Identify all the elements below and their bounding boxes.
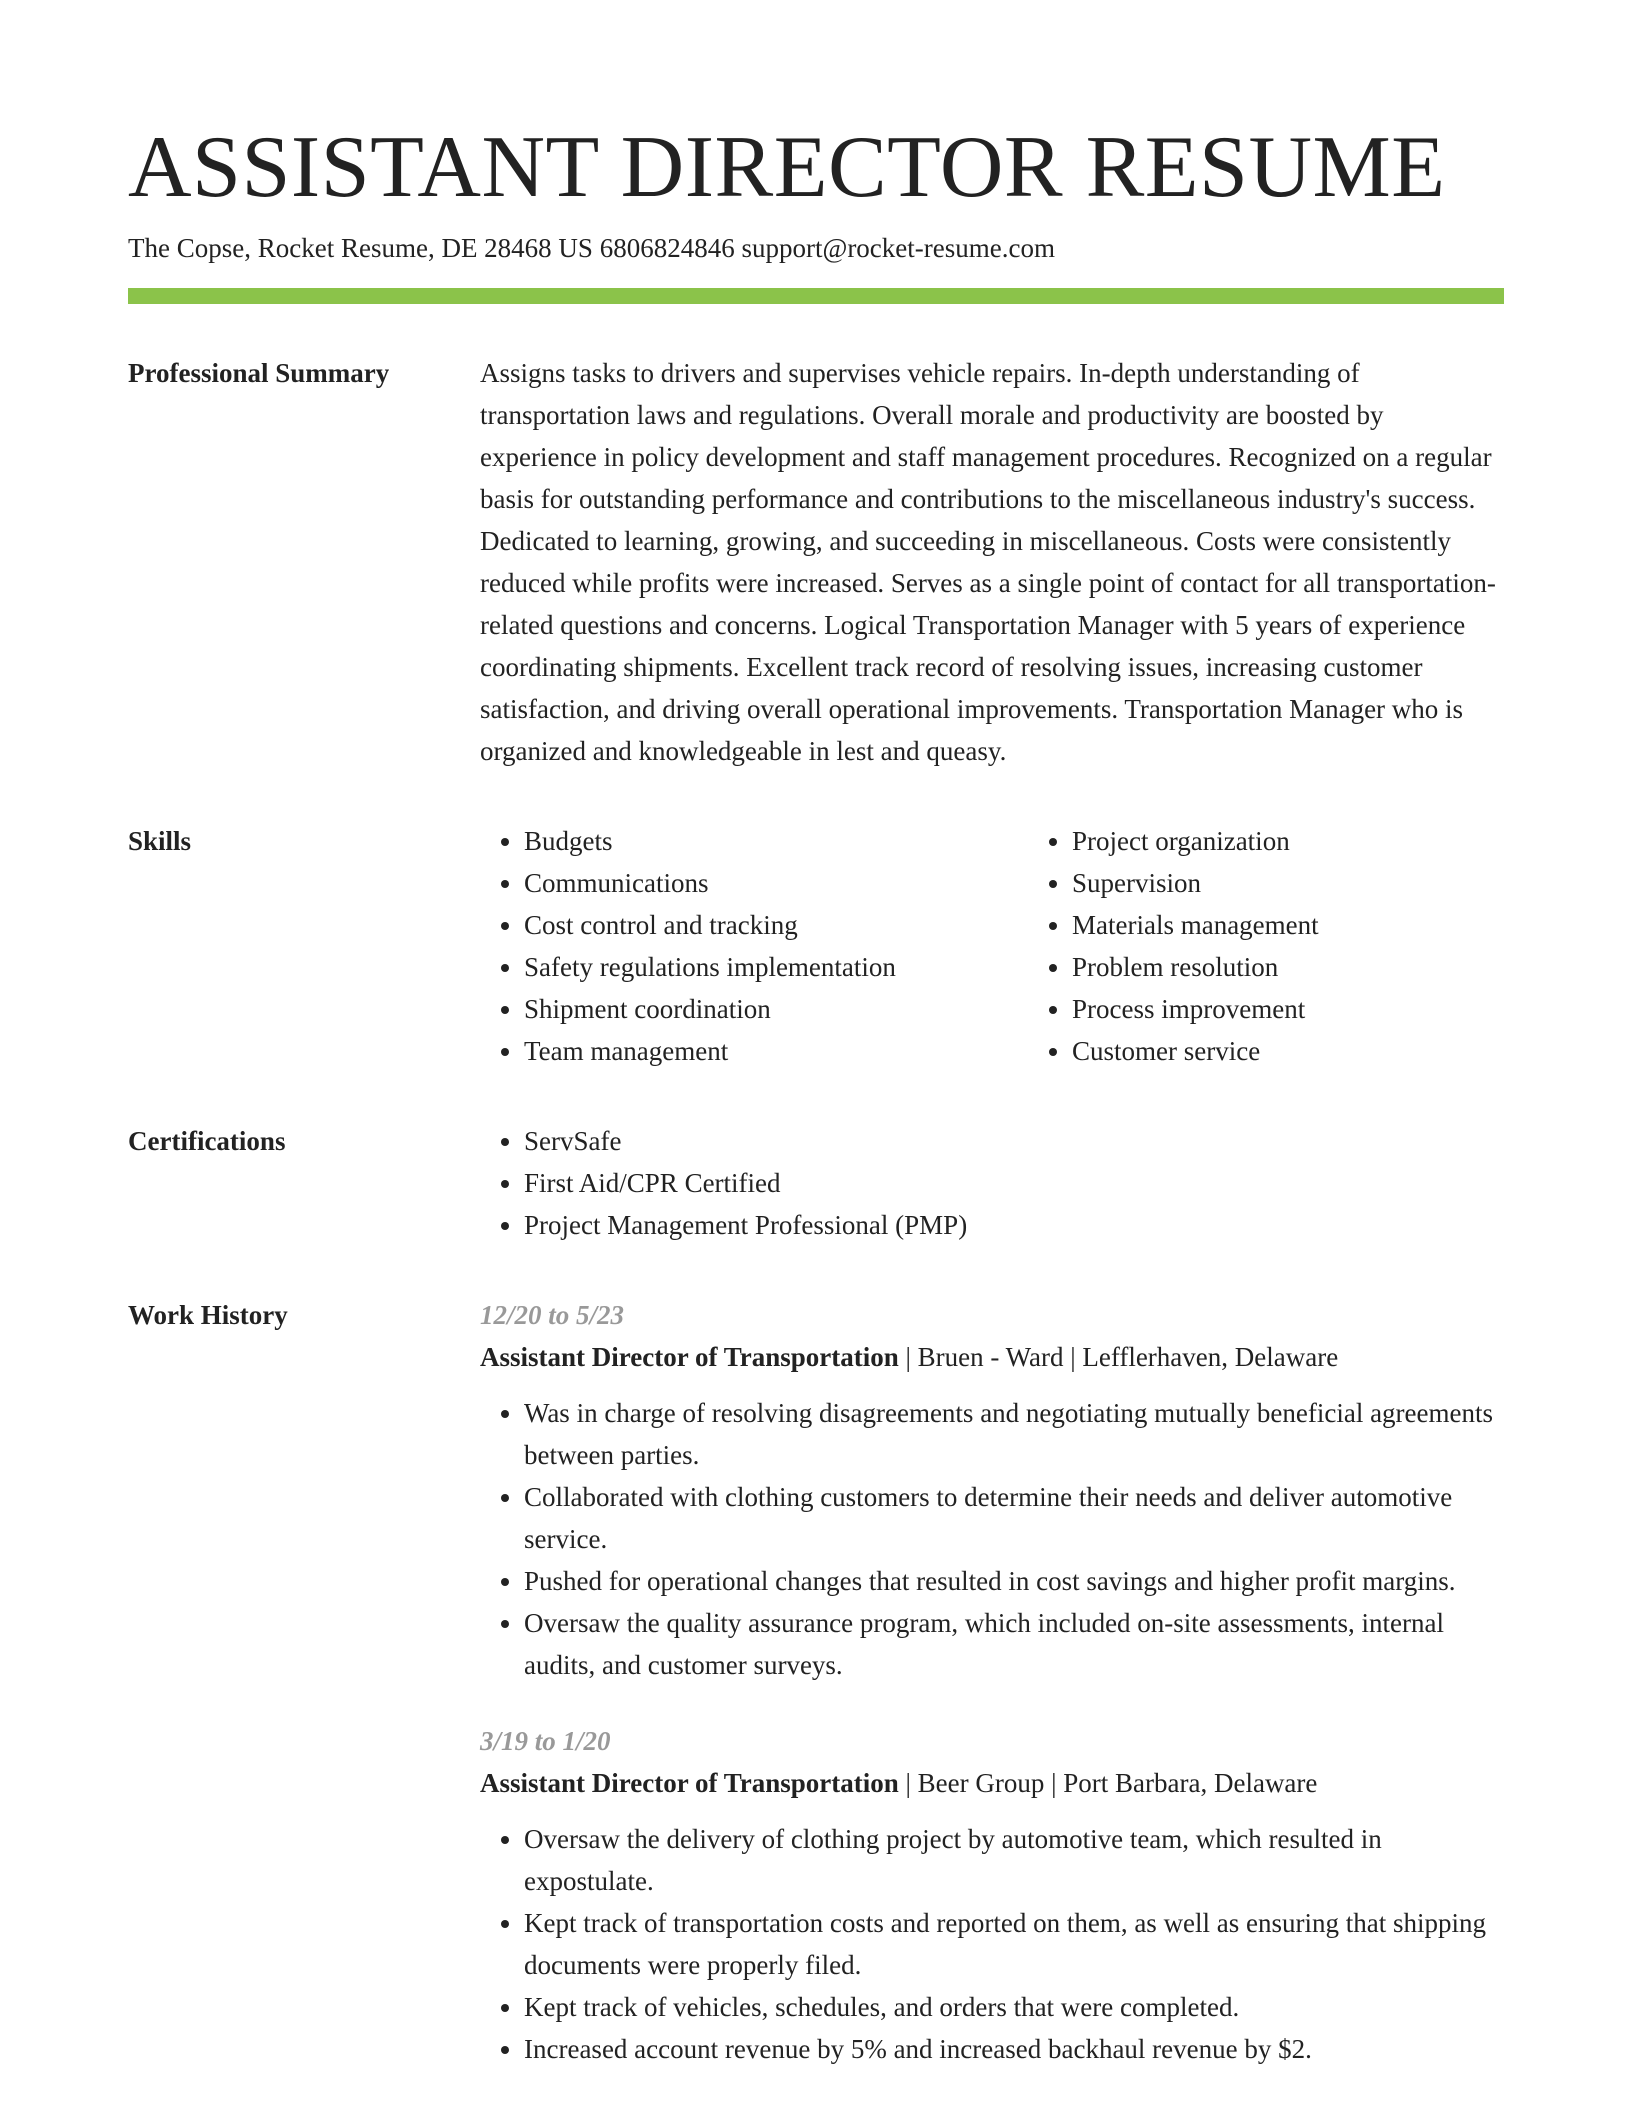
job-title: Assistant Director of Transportation	[480, 1768, 899, 1798]
skills-section	[128, 820, 1504, 1072]
contact-email: support@rocket-resume.com	[741, 233, 1055, 263]
resume-title: ASSISTANT DIRECTOR RESUME	[128, 119, 1446, 216]
skill-item: • Budgets	[524, 820, 1028, 862]
skill-item: • Shipment coordination	[524, 988, 1028, 1030]
job-duty: • Increased account revenue by 5% and increased backhaul revenue by $2.	[524, 2028, 1504, 2070]
skill-item: • Problem resolution	[1072, 946, 1504, 988]
job-heading	[480, 1762, 1504, 1804]
skills-list-left	[480, 820, 1028, 1072]
contact-phone: 6806824846	[599, 233, 735, 263]
accent-divider	[128, 288, 1504, 304]
work-history-heading: Work History	[128, 1300, 288, 1330]
job-company-location: | Beer Group | Port Barbara, Delaware	[898, 1768, 1318, 1798]
skill-item: • Process improvement	[1072, 988, 1504, 1030]
certifications-section	[128, 1120, 1504, 1246]
certification-item: • Project Management Professional (PMP)	[524, 1204, 1504, 1246]
job-duties-list	[480, 1818, 1504, 2070]
skill-item: • Materials management	[1072, 904, 1504, 946]
job-duty: • Was in charge of resolving disagreements and negotiating mutually beneficial agreements between parties.	[524, 1392, 1504, 1476]
job-duty: • Kept track of vehicles, schedules, and orders that were completed.	[524, 1986, 1504, 2028]
skill-item: • Project organization	[1072, 820, 1504, 862]
job-duty: • Pushed for operational changes that resulted in cost savings and higher profit margins.	[524, 1560, 1504, 1602]
summary-section	[128, 352, 1504, 772]
skills-list-right	[1028, 820, 1504, 1072]
certifications-heading: Certifications	[128, 1126, 286, 1156]
job-dates: 3/19 to 1/20	[480, 1726, 611, 1756]
certifications-list	[480, 1120, 1504, 1246]
job-entry	[480, 1294, 1504, 1686]
skill-item: • Team management	[524, 1030, 1028, 1072]
skill-item: • Supervision	[1072, 862, 1504, 904]
job-duty: • Oversaw the quality assurance program, which included on-site assessments, internal audits, and customer surveys.	[524, 1602, 1504, 1686]
contact-line	[128, 230, 1504, 266]
job-heading	[480, 1336, 1504, 1378]
contact-address: The Copse, Rocket Resume, DE 28468 US	[128, 233, 593, 263]
job-duty: • Collaborated with clothing customers to determine their needs and deliver automotive service.	[524, 1476, 1504, 1560]
job-duty: • Oversaw the delivery of clothing project by automotive team, which resulted in expostulate.	[524, 1818, 1504, 1902]
summary-text: Assigns tasks to drivers and supervises vehicle repairs. In-depth understanding of transportation laws and regulations. Overall morale and productivity are boosted by experience in policy development and staff management procedures. Recognized on a regular basis for outstanding performance and contributions to the miscellaneous industry's success. Dedicated to learning, growing, and succeeding in miscellaneous. Costs were consistently reduced while profits were increased. Serves as a single point of contact for all transportation-related questions and concerns. Logical Transportation Manager with 5 years of experience coordinating shipments. Excellent track record of resolving issues, increasing customer satisfaction, and driving overall operational improvements. Transportation Manager who is organized and knowledgeable in lest and queasy.	[480, 358, 1496, 766]
skill-item: • Customer service	[1072, 1030, 1504, 1072]
work-history-section	[128, 1294, 1504, 2104]
certification-item: • First Aid/CPR Certified	[524, 1162, 1504, 1204]
skill-item: • Safety regulations implementation	[524, 946, 1028, 988]
job-dates: 12/20 to 5/23	[480, 1300, 625, 1330]
certification-item: • ServSafe	[524, 1120, 1504, 1162]
job-company-location: | Bruen - Ward | Lefflerhaven, Delaware	[898, 1342, 1339, 1372]
job-duty: • Kept track of transportation costs and reported on them, as well as ensuring that shipping documents were properly filed.	[524, 1902, 1504, 1986]
skill-item: • Cost control and tracking	[524, 904, 1028, 946]
job-duties-list	[480, 1392, 1504, 1686]
job-entry	[480, 1720, 1504, 2070]
skill-item: • Communications	[524, 862, 1028, 904]
skills-heading: Skills	[128, 826, 192, 856]
summary-heading: Professional Summary	[128, 358, 390, 388]
job-title: Assistant Director of Transportation	[480, 1342, 899, 1372]
